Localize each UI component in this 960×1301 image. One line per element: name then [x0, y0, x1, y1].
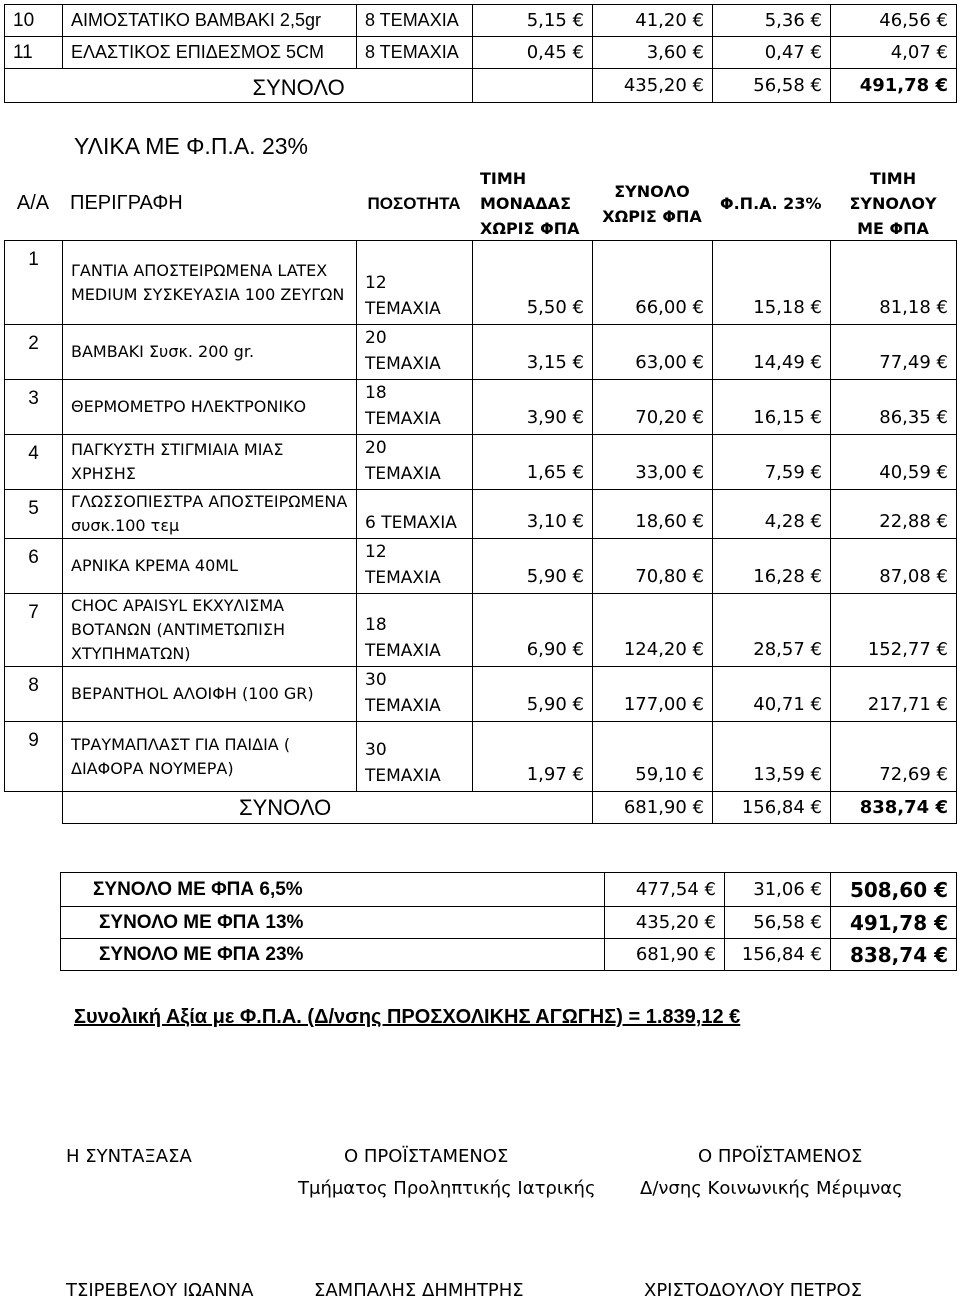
item-description: ΠΑΓΚΥΣΤΗ ΣΤΙΓΜΙΑΙΑ ΜΙΑΣ ΧΡΗΣΗΣ	[63, 435, 357, 490]
unit-price: 6,90 €	[473, 594, 593, 667]
table-row	[5, 241, 957, 325]
gross-total: 72,69 €	[831, 722, 957, 792]
net-total: 177,00 €	[593, 667, 713, 722]
vat-amount: 16,15 €	[713, 380, 831, 435]
table-row	[5, 435, 957, 490]
header-unit-price: ΤΙΜΗ ΜΟΝΑΔΑΣ ΧΩΡΙΣ ΦΠΑ	[480, 169, 580, 238]
vat-summary-label: ΣΥΝΟΛΟ ΜΕ ΦΠΑ 6,5%	[61, 873, 605, 907]
vat-amount: 7,59 €	[713, 435, 831, 490]
sum-label: ΣΥΝΟΛΟ	[252, 75, 345, 100]
vat-summary-vat: 156,84 €	[725, 939, 831, 971]
unit-price: 5,50 €	[473, 241, 593, 325]
table-row	[5, 667, 957, 722]
row-number: 8	[5, 667, 63, 722]
signature-role-1: Η ΣΥΝΤΑΞΑΣΑ	[66, 1146, 192, 1167]
net-total: 70,80 €	[593, 539, 713, 594]
vat-amount: 5,36 €	[713, 5, 831, 37]
item-quantity: 18 ΤΕΜΑΧΙΑ	[357, 594, 473, 667]
sum-net: 681,90 €	[593, 792, 713, 824]
signature-name-2: ΣΑΜΠΑΛΗΣ ΔΗΜΗΤΡΗΣ	[314, 1280, 524, 1301]
unit-price: 3,90 €	[473, 380, 593, 435]
sum-row	[5, 69, 957, 103]
vat-amount: 4,28 €	[713, 490, 831, 539]
unit-price: 3,15 €	[473, 325, 593, 380]
vat-summary-net: 681,90 €	[605, 939, 725, 971]
item-quantity: 20 ΤΕΜΑΧΙΑ	[357, 435, 473, 490]
item-quantity: 30 ΤΕΜΑΧΙΑ	[357, 722, 473, 792]
sum-total: 491,78 €	[831, 69, 957, 103]
row-number: 2	[5, 325, 63, 380]
sum-net: 435,20 €	[593, 69, 713, 103]
item-description: ΑΡΝΙΚΑ ΚΡΕΜΑ 40ML	[63, 539, 357, 594]
gross-total: 40,59 €	[831, 435, 957, 490]
gross-total: 217,71 €	[831, 667, 957, 722]
item-description: ΒΕΡΑΝΤHOL ΑΛΟΙΦΗ (100 GR)	[63, 667, 357, 722]
row-number: 9	[5, 722, 63, 792]
net-total: 63,00 €	[593, 325, 713, 380]
gross-total: 77,49 €	[831, 325, 957, 380]
grand-total: Συνολική Αξία με Φ.Π.Α. (Δ/νσης ΠΡΟΣΧΟΛΙΚΗΣ ΑΓΩΓΗΣ) = 1.839,12 €	[74, 1006, 741, 1028]
unit-price: 5,90 €	[473, 539, 593, 594]
net-total: 124,20 €	[593, 594, 713, 667]
signature-dept-2: Τμήματος Προληπτικής Ιατρικής	[298, 1178, 596, 1199]
row-number: 3	[5, 380, 63, 435]
gross-total: 152,77 €	[831, 594, 957, 667]
table-row	[5, 5, 957, 37]
signature-role-3: Ο ΠΡΟΪΣΤΑΜΕΝΟΣ	[698, 1146, 863, 1167]
vat-summary-total: 838,74 €	[831, 939, 957, 971]
item-quantity: 6 ΤΕΜΑΧΙΑ	[357, 490, 473, 539]
signature-role-2: Ο ΠΡΟΪΣΤΑΜΕΝΟΣ	[344, 1146, 509, 1167]
unit-price: 1,65 €	[473, 435, 593, 490]
item-quantity: 8 ΤΕΜΑΧΙΑ	[357, 37, 473, 69]
signature-name-3: ΧΡΙΣΤΟΔΟΥΛΟΥ ΠΕΤΡΟΣ	[644, 1280, 863, 1301]
net-total: 70,20 €	[593, 380, 713, 435]
vat-summary-label: ΣΥΝΟΛΟ ΜΕ ΦΠΑ 23%	[61, 939, 605, 971]
item-quantity: 30 ΤΕΜΑΧΙΑ	[357, 667, 473, 722]
unit-price: 0,45 €	[473, 37, 593, 69]
item-description: ΓΑΝΤΙΑ ΑΠΟΣΤΕΙΡΩΜΕΝΑ LATEX MEDIUM ΣΥΣΚΕΥΑΣΙΑ 100 ΖΕΥΓΩΝ	[63, 241, 357, 325]
gross-total: 81,18 €	[831, 241, 957, 325]
item-description: ΤΡΑΥΜΑΠΛΑΣΤ ΓΙΑ ΠΑΙΔΙΑ ( ΔΙΑΦΟΡΑ ΝΟΥΜΕΡΑ)	[63, 722, 357, 792]
table-row	[61, 907, 957, 939]
vat-summary-vat: 56,58 €	[725, 907, 831, 939]
table-row	[5, 539, 957, 594]
header-gross-total: ΤΙΜΗ ΣΥΝΟΛΟΥ ΜΕ ΦΠΑ	[849, 169, 937, 238]
row-number: 5	[5, 490, 63, 539]
net-total: 41,20 €	[593, 5, 713, 37]
row-number: 10	[5, 5, 63, 37]
header-no: Α/Α	[16, 192, 50, 214]
gross-total: 22,88 €	[831, 490, 957, 539]
row-number: 6	[5, 539, 63, 594]
item-description: ΑΙΜΟΣΤΑΤΙΚΟ ΒΑΜΒΑΚΙ 2,5gr	[63, 5, 357, 37]
table-row	[5, 594, 957, 667]
item-quantity: 8 ΤΕΜΑΧΙΑ	[357, 5, 473, 37]
item-description: ΘΕΡΜΟΜΕΤΡΟ ΗΛΕΚΤΡΟΝΙΚΟ	[63, 380, 357, 435]
header-row	[4, 166, 956, 241]
gross-total: 4,07 €	[831, 37, 957, 69]
sum-total: 838,74 €	[831, 792, 957, 824]
header-net-total: ΣΥΝΟΛΟ ΧΩΡΙΣ ΦΠΑ	[602, 181, 702, 226]
sum-row	[5, 792, 957, 824]
net-total: 66,00 €	[593, 241, 713, 325]
item-quantity: 20 ΤΕΜΑΧΙΑ	[357, 325, 473, 380]
row-number: 4	[5, 435, 63, 490]
item-description: CHOC APAISYL ΕΚΧΥΛΙΣΜΑ ΒΟΤΑΝΩΝ (ΑΝΤΙΜΕΤΩΠΙΣΗ ΧΤΥΠΗΜΑΤΩΝ)	[63, 594, 357, 667]
unit-price: 1,97 €	[473, 722, 593, 792]
item-quantity: 12 ΤΕΜΑΧΙΑ	[357, 539, 473, 594]
row-number: 7	[5, 594, 63, 667]
table-row	[61, 939, 957, 971]
net-total: 3,60 €	[593, 37, 713, 69]
gross-total: 46,56 €	[831, 5, 957, 37]
top-table	[4, 4, 957, 103]
vat-amount: 16,28 €	[713, 539, 831, 594]
signature-dept-3: Δ/νσης Κοινωνικής Μέριμνας	[640, 1178, 903, 1199]
item-description: ΓΛΩΣΣΟΠΙΕΣΤΡΑ ΑΠΟΣΤΕΙΡΩΜΕΝΑ συσκ.100 τεμ	[63, 490, 357, 539]
table-row	[5, 380, 957, 435]
vat-amount: 28,57 €	[713, 594, 831, 667]
net-total: 33,00 €	[593, 435, 713, 490]
unit-price: 5,15 €	[473, 5, 593, 37]
main-table	[4, 166, 956, 241]
vat-summary-label: ΣΥΝΟΛΟ ΜΕ ΦΠΑ 13%	[61, 907, 605, 939]
vat-summary-table	[60, 872, 957, 971]
vat-summary-vat: 31,06 €	[725, 873, 831, 907]
net-total: 18,60 €	[593, 490, 713, 539]
vat-summary-total: 491,78 €	[831, 907, 957, 939]
gross-total: 86,35 €	[831, 380, 957, 435]
table-row	[5, 490, 957, 539]
item-description: ΒΑΜΒΑΚΙ Συσκ. 200 gr.	[63, 325, 357, 380]
vat-amount: 15,18 €	[713, 241, 831, 325]
item-description: ΕΛΑΣΤΙΚΟΣ ΕΠΙΔΕΣΜΟΣ 5CM	[63, 37, 357, 69]
vat-summary-total: 508,60 €	[831, 873, 957, 907]
sum-vat: 56,58 €	[713, 69, 831, 103]
sum-label: ΣΥΝΟΛΟ	[63, 792, 473, 824]
unit-price: 5,90 €	[473, 667, 593, 722]
vat-amount: 0,47 €	[713, 37, 831, 69]
unit-price: 3,10 €	[473, 490, 593, 539]
section-title: ΥΛΙΚΑ ΜΕ Φ.Π.Α. 23%	[74, 133, 308, 159]
table-row	[5, 37, 957, 69]
header-vat: Φ.Π.Α. 23%	[720, 194, 822, 213]
vat-amount: 13,59 €	[713, 722, 831, 792]
item-quantity: 12 ΤΕΜΑΧΙΑ	[357, 241, 473, 325]
sum-vat: 156,84 €	[713, 792, 831, 824]
table-row	[61, 873, 957, 907]
signature-name-1: ΤΣΙΡΕΒΕΛΟΥ ΙΩΑΝΝΑ	[66, 1280, 254, 1301]
gross-total: 87,08 €	[831, 539, 957, 594]
row-number: 11	[5, 37, 63, 69]
vat-amount: 40,71 €	[713, 667, 831, 722]
header-quantity: ΠΟΣΟΤΗΤΑ	[367, 193, 461, 213]
vat-summary-net: 477,54 €	[605, 873, 725, 907]
vat-summary-net: 435,20 €	[605, 907, 725, 939]
main-table-rows	[4, 240, 957, 824]
net-total: 59,10 €	[593, 722, 713, 792]
vat-amount: 14,49 €	[713, 325, 831, 380]
row-number: 1	[5, 241, 63, 325]
table-row	[5, 722, 957, 792]
item-quantity: 18 ΤΕΜΑΧΙΑ	[357, 380, 473, 435]
table-row	[5, 325, 957, 380]
header-description: ΠΕΡΙΓΡΑΦΗ	[70, 192, 183, 214]
